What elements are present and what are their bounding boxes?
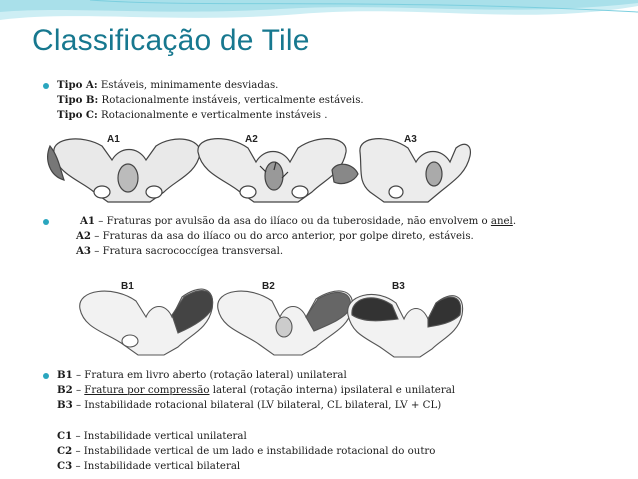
type-c-text: Rotacionalmente e verticalmente instáveis . (97, 110, 328, 121)
pelvis-figure-a (42, 130, 472, 206)
c1-line (57, 430, 247, 443)
a2-line (76, 230, 474, 243)
c3-key: C3 (57, 460, 73, 472)
figure-label-a2: A2 (245, 134, 258, 145)
a3-line (76, 245, 283, 258)
type-a-text: Estáveis, minimamente desviadas. (97, 80, 279, 91)
a1-line (80, 215, 516, 228)
figure-label-a1: A1 (107, 134, 120, 145)
b3-key: B3 (57, 399, 73, 411)
bullet-icon (43, 219, 49, 225)
pelvis-figure-b (66, 275, 466, 361)
c1-text: – Instabilidade vertical unilateral (72, 431, 247, 442)
slide-title: Classificação de Tile (32, 24, 310, 57)
bullet-icon (43, 373, 49, 379)
type-a-line (57, 79, 278, 92)
b2-text: lateral (rotação interna) ipsilateral e unilateral (209, 385, 456, 396)
c3-line (57, 460, 240, 473)
b3-text: – Instabilidade rotacional bilateral (LV bilateral, CL bilateral, LV + CL) (72, 400, 442, 411)
b2-key: B2 (57, 384, 73, 396)
type-b-line (57, 94, 364, 107)
type-b-key: Tipo B: (57, 94, 99, 106)
b2-pre: – (72, 385, 85, 396)
b2-line (57, 384, 455, 397)
a3-key: A3 (76, 245, 91, 257)
c2-line (57, 445, 435, 458)
b1-line (57, 369, 347, 382)
figure-label-b2: B2 (262, 281, 275, 292)
c2-text: – Instabilidade vertical de um lado e instabilidade rotacional do outro (72, 446, 436, 457)
type-c-line (57, 109, 328, 122)
a1-tail: . (512, 216, 517, 227)
a2-text: – Fraturas da asa do ilíaco ou do arco anterior, por golpe direto, estáveis. (91, 231, 474, 242)
b1-text: – Fratura em livro aberto (rotação lateral) unilateral (72, 370, 347, 381)
c3-text: – Instabilidade vertical bilateral (72, 461, 241, 472)
b3-line (57, 399, 441, 412)
type-a-key: Tipo A: (57, 79, 98, 91)
c1-key: C1 (57, 430, 73, 442)
b1-key: B1 (57, 369, 73, 381)
c2-key: C2 (57, 445, 73, 457)
type-c-key: Tipo C: (57, 109, 98, 121)
anel-link[interactable]: anel (490, 216, 513, 227)
bullet-icon (43, 83, 49, 89)
a1-key: A1 (80, 215, 95, 227)
figure-label-b1: B1 (121, 281, 134, 292)
a1-text: – Fraturas por avulsão da asa do ilíaco ou da tuberosidade, não envolvem o (95, 216, 491, 227)
a2-key: A2 (76, 230, 91, 242)
figure-label-b3: B3 (392, 281, 405, 292)
fratura-compressao-link[interactable]: Fratura por compressão (84, 385, 210, 396)
type-b-text: Rotacionalmente instáveis, verticalmente estáveis. (98, 95, 364, 106)
a3-text: – Fratura sacrococcígea transversal. (91, 246, 284, 257)
figure-label-a3: A3 (404, 134, 417, 145)
